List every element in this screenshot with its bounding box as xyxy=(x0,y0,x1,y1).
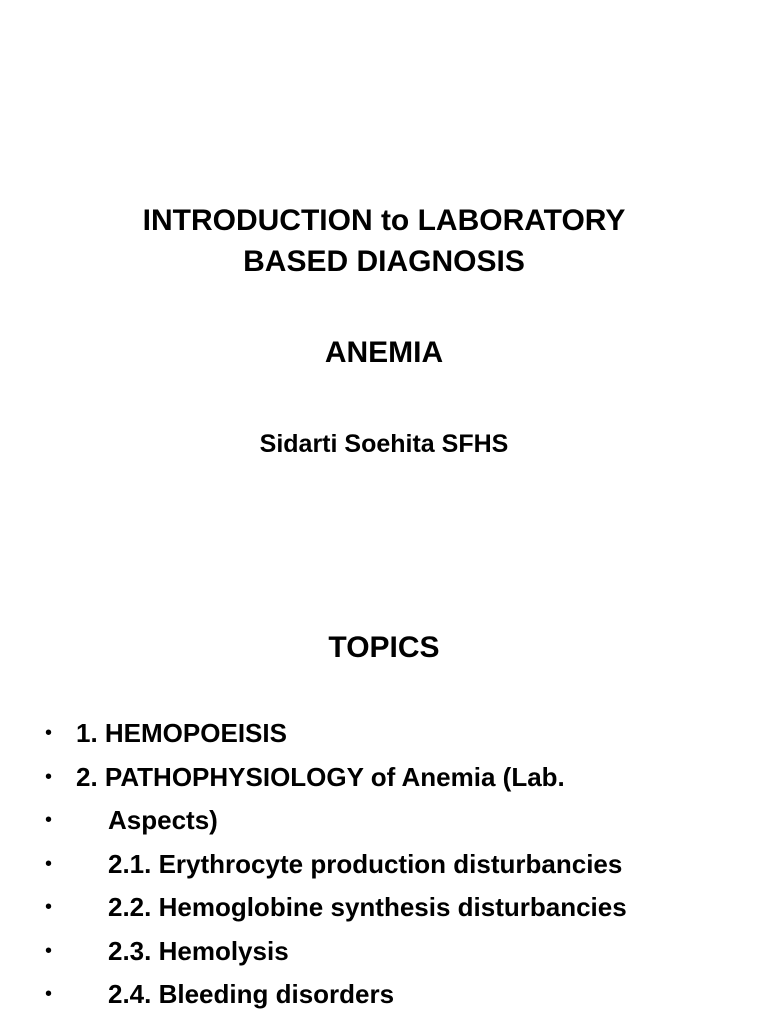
slide-subtitle: ANEMIA xyxy=(324,336,444,369)
topic-text: 2.2. Hemoglobine synthesis disturbancies xyxy=(108,892,627,922)
topic-text: Aspects) xyxy=(108,805,218,835)
slide-title xyxy=(0,200,768,282)
topic-list xyxy=(0,712,768,1017)
topic-item xyxy=(0,886,768,930)
bullet-icon: • xyxy=(45,939,53,962)
topic-text: 2.1. Erythrocyte production disturbancies xyxy=(108,848,623,879)
bullet-icon: • xyxy=(45,983,53,1005)
bullet-icon: • xyxy=(45,852,53,875)
topic-item xyxy=(0,712,768,756)
topic-item xyxy=(0,930,768,974)
topic-text: 2. PATHOPHYSIOLOGY of Anemia (Lab. xyxy=(76,761,565,792)
slide-title-line-1: INTRODUCTION to LABORATORY xyxy=(142,204,626,237)
topic-item xyxy=(0,973,768,1017)
topic-text: 2.3. Hemolysis xyxy=(108,935,289,966)
bullet-icon: • xyxy=(45,896,53,918)
topic-item xyxy=(0,843,768,887)
topics-slide xyxy=(0,560,768,1024)
topic-item xyxy=(0,799,768,843)
topic-text: 2.4. Bleeding disorders xyxy=(108,979,395,1009)
topic-text: 1. HEMOPOEISIS xyxy=(76,718,287,748)
bullet-icon: • xyxy=(45,722,53,744)
bullet-icon: • xyxy=(45,765,53,788)
slide-title-line-2: BASED DIAGNOSIS xyxy=(243,245,525,278)
topic-item xyxy=(0,756,768,800)
bullet-icon: • xyxy=(45,809,53,831)
author-name: Sidarti Soehita SFHS xyxy=(259,430,509,458)
topics-title: TOPICS xyxy=(328,631,440,664)
